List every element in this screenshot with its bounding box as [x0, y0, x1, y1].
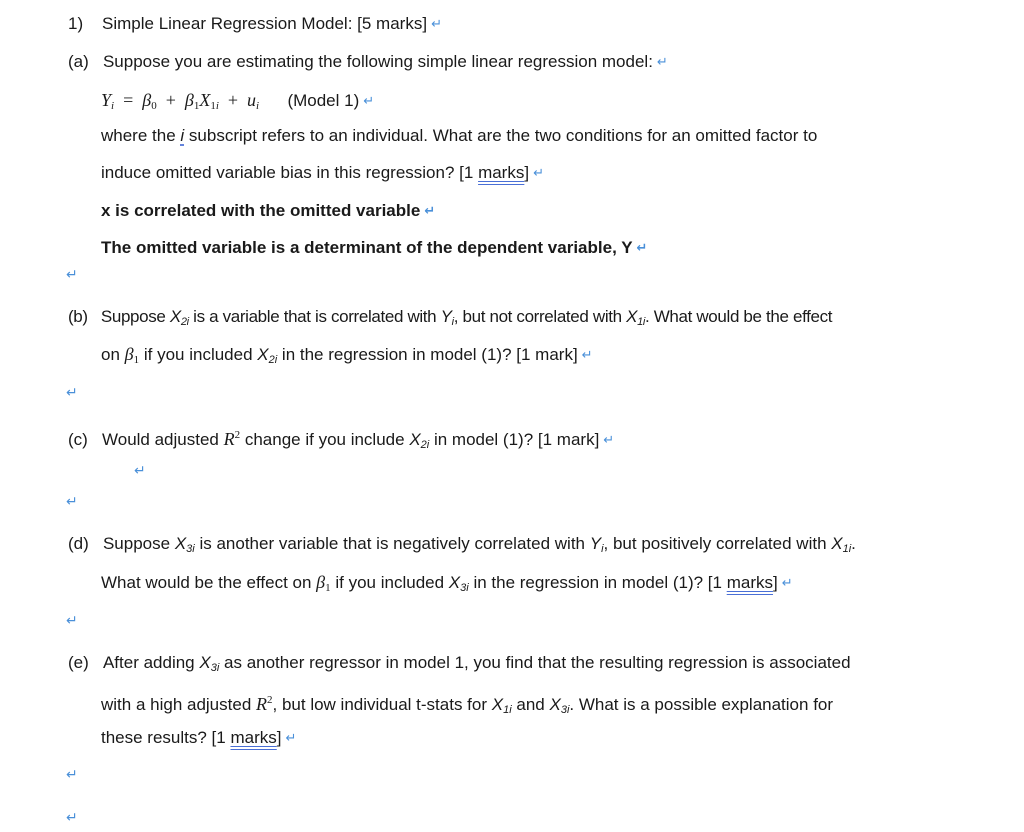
- question-number: 1): [68, 14, 84, 33]
- text-span: subscript refers to an individual. What are the two conditions for an omitted factor to: [188, 126, 818, 145]
- text-span: ]: [524, 163, 530, 182]
- paragraph-mark-icon: ↵: [603, 432, 615, 447]
- paragraph-mark-icon: ↵: [363, 93, 375, 108]
- text-span: and: [516, 695, 545, 714]
- part-a-line2: [101, 162, 544, 184]
- part-a-intro: [68, 51, 668, 73]
- answer-2: [101, 237, 647, 259]
- text-span: What would be the effect on: [101, 573, 312, 592]
- answer-text: x is correlated with the omitted variable: [101, 201, 421, 220]
- part-a-label: (a): [68, 52, 89, 71]
- model-label: (Model 1): [287, 91, 360, 110]
- text-span: .: [851, 534, 856, 553]
- paragraph-mark-icon: ↵: [66, 809, 78, 825]
- subscript-i: i: [180, 126, 185, 145]
- text-span: where the: [101, 126, 176, 145]
- part-a-line1: [101, 125, 817, 147]
- part-b-line2: on $\beta_1$ if you included $X_{2i}$ in the regression in model (1)? [1 mark] ↵: [101, 344, 593, 366]
- text-span: , but low individual t-stats for: [272, 695, 487, 714]
- part-c-label: (c): [68, 430, 88, 449]
- text-span: if you included: [143, 345, 253, 364]
- text-span: is another variable that is negatively correlated with: [199, 534, 585, 553]
- text-span: if you included: [335, 573, 445, 592]
- paragraph-mark-icon: ↵: [134, 462, 146, 478]
- text-span: change if you include: [244, 430, 405, 449]
- part-e-line3: [101, 727, 296, 749]
- text-span: ]: [772, 573, 778, 592]
- text-span: these results? [1: [101, 728, 226, 747]
- text-span: on: [101, 345, 120, 364]
- part-d-line2: What would be the effect on $\beta_1$ if you included $X_{3i}$ in the regression in model (1)? [1 marks] ↵: [101, 572, 793, 594]
- part-b-line1: (b) Suppose $X_{2i}$ is a variable that is correlated with $Y_i$, but not correlated with $X_{1i}$. What would be the effect: [68, 307, 833, 328]
- question-1-heading: [68, 13, 442, 35]
- part-e-line2: with a high adjusted $R^2$, but low individual t-stats for $X_{1i}$ and $X_{3i}$. What is a possible explanation for: [101, 694, 834, 716]
- marks-word: marks: [726, 573, 773, 592]
- part-d-line1: (d) Suppose $X_{3i}$ is another variable that is negatively correlated with $Y_i$, but positively correlated with $X_{1i}$.: [68, 534, 856, 555]
- text-span: , but positively correlated with: [603, 534, 827, 553]
- text-span: . What would be the effect: [644, 307, 833, 326]
- marks-word: marks: [478, 163, 525, 182]
- text-span: in the regression in model (1)? [1: [473, 573, 722, 592]
- part-a-intro-text: Suppose you are estimating the following simple linear regression model:: [102, 52, 653, 71]
- text-span: with a high adjusted: [101, 695, 252, 714]
- paragraph-mark-icon: ↵: [66, 266, 78, 282]
- paragraph-mark-icon: ↵: [581, 347, 593, 362]
- answer-1: [101, 200, 435, 222]
- text-span: in model (1)? [1 mark]: [433, 430, 600, 449]
- paragraph-mark-icon: ↵: [431, 16, 442, 31]
- text-span: . What is a possible explanation for: [569, 695, 834, 714]
- text-span: Suppose: [102, 534, 171, 553]
- paragraph-mark-icon: ↵: [636, 240, 648, 255]
- paragraph-mark-icon: ↵: [533, 165, 544, 180]
- paragraph-mark-icon: ↵: [66, 612, 78, 628]
- paragraph-mark-icon: ↵: [424, 203, 436, 218]
- text-span: is a variable that is correlated with: [193, 307, 437, 326]
- paragraph-mark-icon: ↵: [285, 730, 297, 745]
- text-span: Would adjusted: [102, 430, 219, 449]
- part-e-line1: (e) After adding $X_{3i}$ as another regressor in model 1, you find that the resulting regression is associated: [68, 653, 851, 674]
- text-span: , but not correlated with: [453, 307, 622, 326]
- part-d-label: (d): [68, 534, 89, 553]
- answer-text: The omitted variable is a determinant of the dependent variable, Y: [101, 238, 633, 257]
- paragraph-mark-icon: ↵: [66, 384, 78, 400]
- part-e-label: (e): [68, 653, 89, 672]
- text-span: After adding: [102, 653, 195, 672]
- paragraph-mark-icon: ↵: [781, 575, 793, 590]
- text-span: in the regression in model (1)? [1 mark]: [281, 345, 578, 364]
- text-span: ]: [276, 728, 282, 747]
- paragraph-mark-icon: ↵: [66, 766, 78, 782]
- text-span: as another regressor in model 1, you find that the resulting regression is associated: [224, 653, 851, 672]
- part-c-line: (c) Would adjusted $R^2$ change if you include $X_{2i}$ in model (1)? [1 mark] ↵: [68, 429, 615, 451]
- paragraph-mark-icon: ↵: [66, 493, 78, 509]
- question-title: Simple Linear Regression Model: [5 marks]: [102, 14, 428, 33]
- text-span: Suppose: [100, 307, 166, 326]
- model-equation: $Y_i = \beta_0 + \beta_1X_{1i} + u_i$ (Model 1) ↵: [101, 90, 375, 112]
- text-span: induce omitted variable bias in this regression? [1: [101, 163, 474, 182]
- marks-word: marks: [230, 728, 277, 747]
- paragraph-mark-icon: ↵: [656, 54, 668, 69]
- part-b-label: (b): [68, 307, 88, 326]
